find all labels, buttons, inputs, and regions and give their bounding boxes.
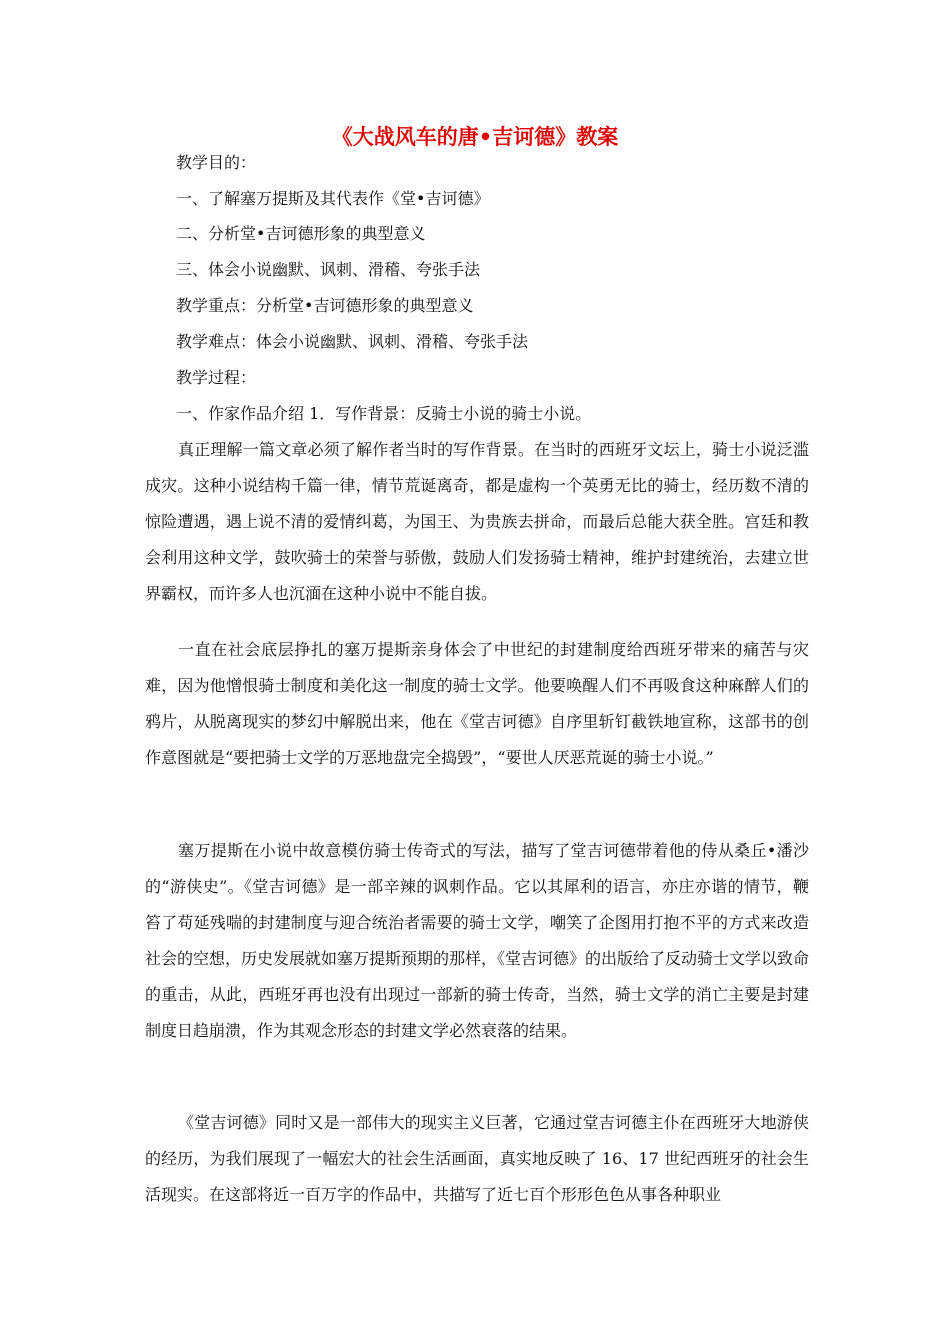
line-objective-3: 三、体会小说幽默、讽刺、滑稽、夸张手法 <box>176 260 481 279</box>
paragraph-background: 真正理解一篇文章必须了解作者当时的写作背景。在当时的西班牙文坛上，骑士小说泛滥成灾。这种小说结构千篇一律，情节荒诞离奇，都是虚构一个英勇无比的骑士，经历数不清的惊险遭遇，遇上说不清的爱情纠葛，为国王、为贵族去拼命，而最后总能大获全胜。宫廷和教会利用这种文学，鼓吹骑士的荣誉与骄傲，鼓励人们发扬骑士精神，维护封建统治，去建立世界霸权，而许多人也沉湎在这种小说中不能自拔。 <box>145 440 809 603</box>
paragraph-realism: 《堂吉诃德》同时又是一部伟大的现实主义巨著，它通过堂吉诃德主仆在西班牙大地游侠的经历，为我们展现了一幅宏大的社会生活画面，真实地反映了 16、17 世纪西班牙的社会生活现实。在这部将近一百万字的作品中，共描写了近七百个形形色色从事各种职业 <box>145 1113 809 1204</box>
line-objectives-heading: 教学目的： <box>176 153 257 172</box>
paragraph-author-intent: 一直在社会底层挣扎的塞万提斯亲身体会了中世纪的封建制度给西班牙带来的痛苦与灾难，因为他憎恨骑士制度和美化这一制度的骑士文学。他要唤醒人们不再吸食这种麻醉人们的鸦片，从脱离现实的梦幻中解脱出来，他在《堂吉诃德》自序里斩钉截铁地宣称，这部书的创作意图就是“要把骑士文学的万恶地盘完全捣毁”，“要世人厌恶荒诞的骑士小说。” <box>145 640 809 767</box>
line-key-point: 教学重点：分析堂•吉诃德形象的典型意义 <box>176 296 474 315</box>
line-process-heading: 教学过程： <box>176 368 257 387</box>
line-section-1-heading: 一、作家作品介绍 1．写作背景：反骑士小说的骑士小说。 <box>176 404 592 423</box>
document-title: 《大战风车的唐•吉诃德》教案 <box>331 125 619 149</box>
paragraph-satire: 塞万提斯在小说中故意模仿骑士传奇式的写法，描写了堂吉诃德带着他的侍从桑丘•潘沙的“游侠史”。《堂吉诃德》是一部辛辣的讽刺作品。它以其犀利的语言，亦庄亦谐的情节，鞭笞了苟延残喘的封建制度与迎合统治者需要的骑士文学，嘲笑了企图用打抱不平的方式来改造社会的空想，历史发展就如塞万提斯预期的那样，《堂吉诃德》的出版给了反动骑士文学以致命的重击，从此，西班牙再也没有出现过一部新的骑士传奇，当然，骑士文学的消亡主要是封建制度日趋崩溃，作为其观念形态的封建文学必然衰落的结果。 <box>145 841 810 1040</box>
line-objective-2: 二、分析堂•吉诃德形象的典型意义 <box>176 224 426 243</box>
line-objective-1: 一、了解塞万提斯及其代表作《堂•吉诃德》 <box>176 189 490 208</box>
line-difficult-point: 教学难点：体会小说幽默、讽刺、滑稽、夸张手法 <box>176 332 529 351</box>
